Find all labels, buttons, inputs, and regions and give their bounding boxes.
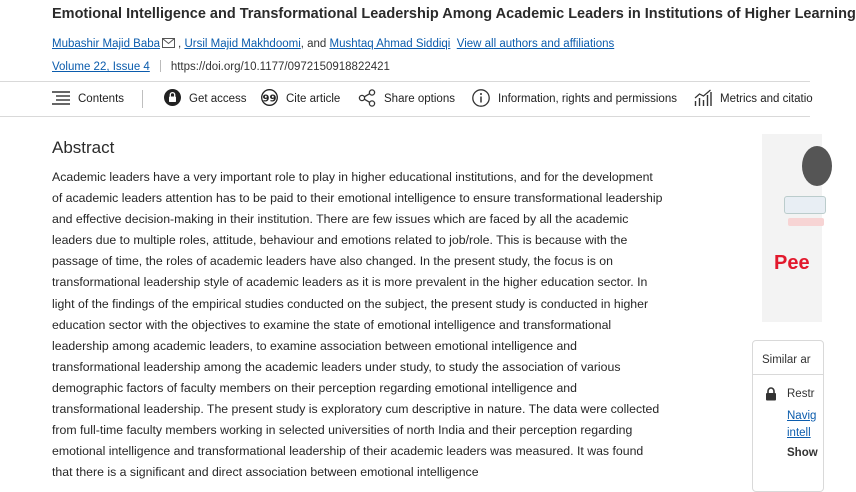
author-link-1[interactable]: Mubashir Majid Baba	[52, 38, 161, 50]
contents-button[interactable]	[52, 82, 124, 116]
similar-article-link-line-1: Navig	[787, 410, 817, 422]
cite-article-button[interactable]	[261, 82, 340, 116]
metrics-citations-button[interactable]	[694, 82, 813, 116]
cite-article-label: Cite article	[286, 93, 341, 105]
divider	[753, 374, 823, 375]
ad-device-detail	[788, 218, 824, 226]
divider	[160, 60, 161, 72]
author-list	[52, 38, 614, 51]
information-rights-label: Information, rights and permissions	[498, 93, 677, 105]
author-link-3[interactable]: Mushtaq Ahmad Siddiqi	[329, 38, 451, 50]
contents-list-icon	[52, 91, 78, 108]
ad-text: Pee	[774, 252, 810, 274]
mail-icon[interactable]	[162, 38, 175, 51]
view-all-authors-link[interactable]: View all authors and affiliations	[456, 38, 615, 50]
quote-icon	[261, 89, 286, 109]
abstract-heading: Abstract	[52, 138, 115, 157]
toolbar-divider	[142, 90, 143, 108]
info-icon	[472, 89, 498, 110]
doi-text: https://doi.org/10.1177/0972150918822421	[170, 61, 390, 73]
advertisement-banner[interactable]	[762, 134, 822, 322]
svg-text:99: 99	[262, 93, 277, 105]
metrics-chart-icon	[694, 89, 720, 110]
author-separator-1: ,	[178, 38, 182, 50]
article-toolbar	[0, 81, 813, 117]
similar-articles-heading: Similar ar	[762, 354, 811, 366]
ad-image	[802, 146, 832, 186]
share-icon	[358, 89, 384, 110]
metrics-citations-label: Metrics and citatio	[720, 93, 813, 105]
volume-issue-link[interactable]: Volume 22, Issue 4	[52, 61, 150, 73]
contents-label: Contents	[78, 93, 125, 105]
similar-articles-panel	[752, 340, 824, 492]
share-options-label: Share options	[384, 93, 455, 105]
get-access-label: Get access	[189, 93, 247, 105]
lock-icon	[164, 89, 189, 109]
article-title: Emotional Intelligence and Transformational Leadership Among Academic Leaders in Institutions of Higher Learning	[52, 6, 856, 22]
abstract-text: Academic leaders have a very important role to play in higher educational institutions, and for the development of academic leaders attention has to be paid to their emotional intelligence to ensure transformational leadership and effective decision-making in their institution. There are few issues which are faced by all the academic leaders due to multiple roles, attitude, behaviour and emotions related to job/role. This is because with the passage of time, the roles of academic leaders have also changed. In the present study, the focus is on transformational leadership style of academic leaders as it is more prevalent in the higher education sector. In light of the findings of the empirical studies conducted on the subject, the present study is conducted in higher education sector with the objectives to examine the state of emotional intelligence and transformational leadership among academic leaders, to examine association between emotional intelligence and transformational leadership among the academic leaders under study, to study the association of various demographic factors of faculty members on their perception regarding emotional intelligence and transformational leadership. The present study is exploratory cum descriptive in nature. The data were collected from full-time faculty members working in selected universities of north India and their perception regarding emotional intelligence and transformational leadership of their academic leaders was measured. It was found that there is a significant and direct association between emotional intelligence	[52, 170, 663, 480]
get-access-button[interactable]	[164, 82, 247, 116]
share-options-button[interactable]	[358, 82, 455, 116]
lock-icon	[765, 387, 777, 406]
similar-article-link[interactable]	[787, 408, 816, 442]
publication-info	[52, 60, 390, 73]
author-link-2[interactable]: Ursil Majid Makhdoomi	[184, 38, 301, 50]
restricted-access-label: Restr	[787, 388, 815, 400]
author-separator-2: , and	[300, 38, 327, 50]
information-rights-button[interactable]	[472, 82, 677, 116]
ad-device-image	[784, 196, 826, 214]
similar-article-link-line-2: intell	[787, 427, 811, 439]
show-more-button[interactable]: Show	[787, 447, 818, 459]
